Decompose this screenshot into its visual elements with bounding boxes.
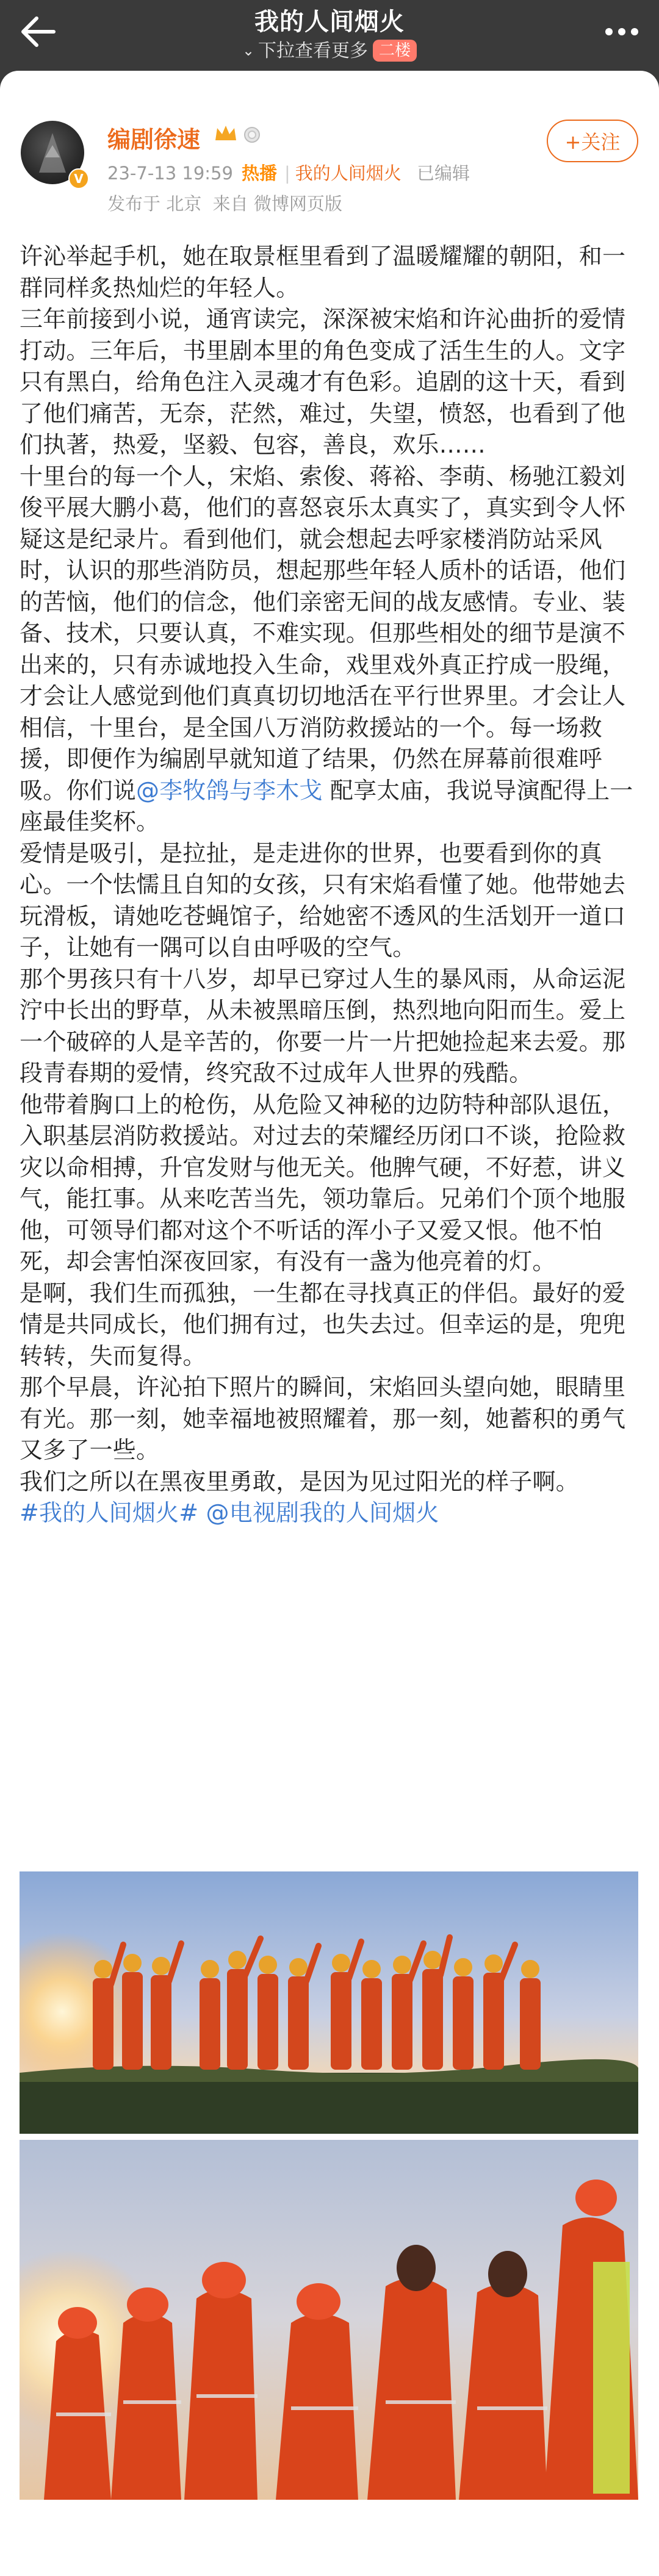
chevron-down-icon: ⌄ xyxy=(242,42,255,59)
verified-icon: V xyxy=(68,168,89,189)
firefighters-sunrise-image xyxy=(20,1871,638,2134)
paragraph-3-text: 十里台的每一个人，宋焰、索俊、蒋裕、李萌、杨驰江毅刘俊平展大鹏小葛，他们的喜怒哀乐太真实了，真实到令人怀疑这是纪录片。看到他们，就会想起去呼家楼消防站采风时，认识的那些消防员，想起那些年轻人质朴的话语，他们的苦恼，他们的信念，他们亲密无间的战友感情。专业、装备、技术，只要认真，不难实现。但那些相处的细节是演不出来的，只有赤诚地投入生命，戏里戏外真正拧成一股绳，才会让人感觉到他们真真切切地活在平行世界里。才会让人相信，十里台，是全国八万消防救援站的一个。每一场救援，即便作为编剧早就知道了结果，仍然在屏幕前很难呼吸。你们说 xyxy=(20,462,626,804)
pull-down-label: 下拉查看更多 xyxy=(258,40,369,62)
top-navigation-bar xyxy=(0,0,659,68)
paragraph-1: 许沁举起手机，她在取景框里看到了温暖耀耀的朝阳，和一群同样炙热灿烂的年轻人。 xyxy=(20,243,626,301)
crown-icon xyxy=(214,123,238,144)
medal-icon xyxy=(242,123,262,144)
hot-label: 热播 xyxy=(241,163,277,184)
paragraph-7: 是啊，我们生而孤独，一生都在寻找真正的伴侣。最好的爱情是共同成长，他们拥有过，也失去过。但幸运的是，兜兜转转，失而复得。 xyxy=(20,1279,626,1369)
post-client: 来自 微博网页版 xyxy=(212,193,342,214)
author-name[interactable]: 编剧徐速 xyxy=(107,126,201,153)
mention-link[interactable]: @李牧鸽与李木戈 xyxy=(136,777,323,804)
page-title: 我的人间烟火 xyxy=(254,8,405,36)
paragraph-6: 他带着胸口上的枪伤，从危险又神秘的边防特种部队退伍，入职基层消防救援站。对过去的荣耀经历闭口不谈，抢险救灾以命相搏，升官发财与他无关。他脾气硬，不好惹，讲义气，能扛事。从来吃苦当先，领功靠后。兄弟们个顶个地服他，可领导们都对这个不听话的浑小子又爱又恨。他不怕死，却会害怕深夜回家，有没有一盏为他亮着的灯。 xyxy=(20,1091,626,1275)
more-button[interactable] xyxy=(600,13,643,50)
mention-tv-link[interactable]: @电视剧我的人间烟火 xyxy=(198,1499,439,1526)
tags-line xyxy=(20,1498,636,1529)
firefighters-group-image xyxy=(20,2140,638,2500)
post-meta: 23-7-13 19:59 热播 | 我的人间烟火 已编辑 xyxy=(107,163,470,184)
post-source xyxy=(107,190,342,215)
paragraph-3 xyxy=(20,461,636,838)
follow-button[interactable]: +关注 xyxy=(547,120,638,162)
post-time: 23-7-13 19:59 xyxy=(107,163,233,184)
post-photo-2[interactable] xyxy=(20,2140,638,2500)
hashtag-link[interactable]: #我的人间烟火# xyxy=(20,1499,199,1526)
paragraph-5: 那个男孩只有十八岁，却早已穿过人生的暴风雨，从命运泥泞中长出的野草，从未被黑暗压倒，热烈地向阳而生。爱上一个破碎的人是辛苦的，你要一片一片把她捡起来去爱。那段青春期的爱情，终究敌不过成年人世界的残酷。 xyxy=(20,965,626,1086)
paragraph-4: 爱情是吸引，是拉扯，是走进你的世界，也要看到你的真心。一个怯懦且自知的女孩，只有宋焰看懂了她。他带她去玩滑板，请她吃苍蝇馆子，给她密不透风的生活划开一道口子，让她有一隅可以自由呼吸的空气。 xyxy=(20,839,626,961)
paragraph-3-end: 配享太庙，我说导演配得上一座最佳奖杯。 xyxy=(20,777,633,835)
paragraph-2: 三年前接到小说，通宵读完，深深被宋焰和许沁曲折的爱情打动。三年后，书里剧本里的角色变成了活生生的人。文字只有黑白，给角色注入灵魂才有色彩。追剧的这十天，看到了他们痛苦，无奈，茫然，难过，失望，愤怒，也看到了他们执著，热爱，坚毅、包容，善良，欢乐…… xyxy=(20,306,626,458)
paragraph-9: 我们之所以在黑夜里勇敢，是因为见过阳光的样子啊。 xyxy=(20,1468,579,1495)
more-dots-icon xyxy=(600,13,643,50)
floor-badge: 二楼 xyxy=(373,40,417,62)
post-location: 发布于 北京 xyxy=(107,193,202,214)
post-body xyxy=(20,241,636,1529)
paragraph-8: 那个早晨，许沁拍下照片的瞬间，宋焰回头望向她，眼睛里有光。那一刻，她幸福地被照耀着，那一刻，她蓄积的勇气又多了一些。 xyxy=(20,1374,626,1463)
pull-down-hint[interactable] xyxy=(0,35,659,62)
topic-link[interactable]: 我的人间烟火 xyxy=(295,163,402,184)
post-photo-1[interactable] xyxy=(20,1871,638,2134)
edited-label: 已编辑 xyxy=(417,163,470,184)
